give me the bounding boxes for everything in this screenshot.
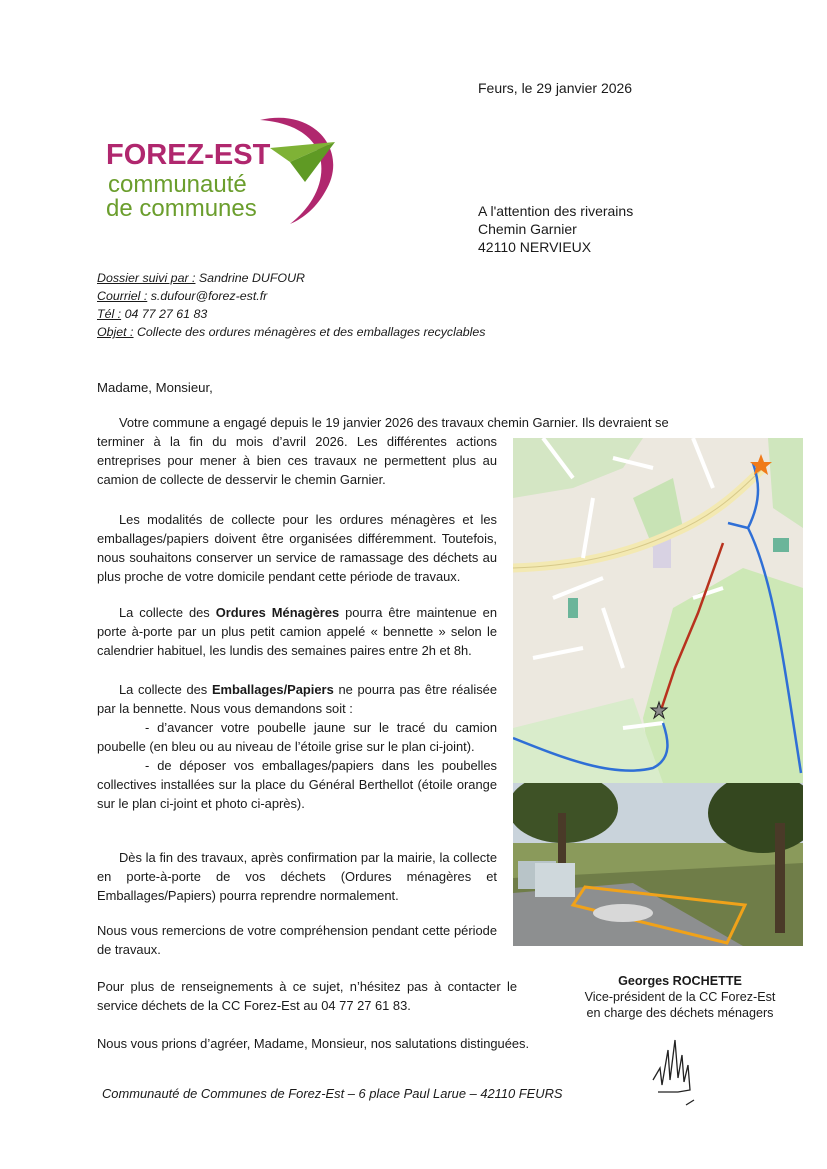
dossier-meta bbox=[97, 269, 485, 341]
paragraph-5: Dès la fin des travaux, après confirmation par la mairie, la collecte en porte-à-porte de vos déchets (Ordures ménagères et Emballages/Papiers) pourra reprendre normalement. bbox=[97, 850, 497, 903]
tel-value: 04 77 27 61 83 bbox=[124, 307, 208, 321]
collection-point-photo bbox=[513, 783, 803, 946]
collection-route-map bbox=[513, 438, 803, 783]
forez-est-logo bbox=[100, 112, 350, 232]
p3-bold: Ordures Ménagères bbox=[215, 605, 340, 620]
signatory-title-1: Vice-président de la CC Forez-Est bbox=[584, 990, 776, 1004]
recipient-address bbox=[478, 202, 633, 256]
tel-label: Tél : bbox=[97, 307, 122, 321]
footer-address: Communauté de Communes de Forez-Est – 6 place Paul Larue – 42110 FEURS bbox=[102, 1086, 563, 1101]
objet-value: Collecte des ordures ménagères et des emballages recyclables bbox=[136, 325, 486, 339]
p4-text-c: ne pourra pas être réalisée par la bennette. Nous vous demandons soit : bbox=[97, 682, 497, 716]
courriel-label: Courriel : bbox=[97, 289, 148, 303]
dossier-label: Dossier suivi par : bbox=[97, 271, 196, 285]
handwritten-signature bbox=[648, 1030, 698, 1115]
paragraph-1: terminer à la fin du mois d’avril 2026. Les différentes actions entreprises pour mener à bien ces travaux ne permettent plus au camion de collecte de desservir le chemin Garnier. bbox=[97, 434, 497, 487]
paragraph-closing: Nous vous prions d’agréer, Madame, Monsieur, nos salutations distinguées. bbox=[97, 1036, 530, 1051]
dossier-value: Sandrine DUFOUR bbox=[198, 271, 305, 285]
signatory-name: Georges ROCHETTE bbox=[618, 974, 742, 988]
objet-label: Objet : bbox=[97, 325, 134, 339]
paragraph-7: Pour plus de renseignements à ce sujet, n’hésitez pas à contacter le service déchets de la CC Forez-Est au 04 77 27 61 83. bbox=[97, 979, 517, 1013]
logo-line3: de communes bbox=[106, 195, 257, 222]
logo-line1: FOREZ-EST bbox=[106, 139, 271, 171]
recipient-line: 42110 NERVIEUX bbox=[478, 239, 592, 255]
courriel-value: s.dufour@forez-est.fr bbox=[150, 289, 268, 303]
paragraph-4 bbox=[97, 680, 497, 813]
salutation: Madame, Monsieur, bbox=[97, 380, 213, 395]
signatory-title-2: en charge des déchets ménagers bbox=[586, 1006, 774, 1020]
recipient-line: A l'attention des riverains bbox=[478, 203, 634, 219]
paragraph-3 bbox=[97, 603, 497, 660]
p3-text-a: La collecte des bbox=[119, 605, 216, 620]
paragraph-6: Nous vous remercions de votre compréhension pendant cette période de travaux. bbox=[97, 923, 497, 957]
paragraph-2: Les modalités de collecte pour les ordures ménagères et les emballages/papiers doivent être organisées différemment. Toutefois, nous souhaitons conserver un service de ramassage des déchets au plus proche de votre domicile pendant cette période de travaux. bbox=[97, 512, 497, 584]
p4-bold: Emballages/Papiers bbox=[211, 682, 334, 697]
signature-block bbox=[545, 973, 815, 1021]
paragraph-intro: Votre commune a engagé depuis le 19 janvier 2026 des travaux chemin Garnier. Ils devraient se bbox=[119, 415, 669, 430]
p4-item-2: - de déposer vos emballages/papiers dans les poubelles collectives installées sur la place du Général Berthellot (étoile orange sur le plan ci-joint et photo ci-après). bbox=[97, 758, 497, 811]
p4-item-1: - d’avancer votre poubelle jaune sur le tracé du camion poubelle (en bleu ou au niveau de l’étoile grise sur le plan ci-joint). bbox=[97, 720, 497, 754]
recipient-line: Chemin Garnier bbox=[478, 221, 577, 237]
p3-text-c: pourra être maintenue en porte à-porte par un plus petit camion appelé « bennette » selon le calendrier habituel, les lundis des semaines paires entre 2h et 8h. bbox=[97, 605, 497, 658]
logo-line2: communauté bbox=[108, 171, 247, 198]
letter-date: Feurs, le 29 janvier 2026 bbox=[478, 80, 633, 96]
p4-text-a: La collecte des bbox=[119, 682, 212, 697]
